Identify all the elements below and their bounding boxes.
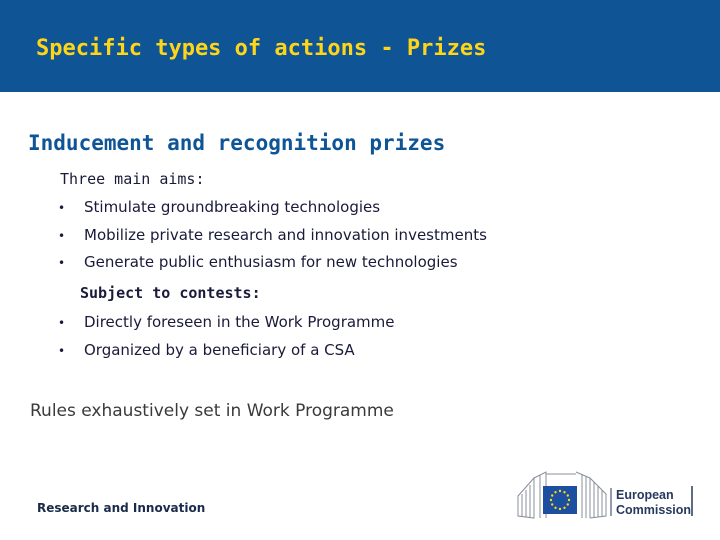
flag-star-icon <box>554 491 556 493</box>
list-item-text: Organized by a beneficiary of a CSA <box>84 341 355 359</box>
flag-star-icon <box>563 491 565 493</box>
list-item <box>58 341 355 359</box>
flag-star-icon <box>567 503 569 505</box>
section-title: Inducement and recognition prizes <box>28 131 446 155</box>
list-item-text: Stimulate groundbreaking technologies <box>84 198 381 216</box>
list-item <box>58 313 395 331</box>
bullet-icon: • <box>58 344 66 358</box>
list-item <box>58 198 380 216</box>
flag-star-icon <box>563 507 565 509</box>
header-bar <box>0 0 720 92</box>
rules-note: Rules exhaustively set in Work Programme <box>30 401 394 421</box>
flag-star-icon <box>551 503 553 505</box>
flag-star-icon <box>554 507 556 509</box>
contests-heading: Subject to contests: <box>80 284 261 302</box>
list-item-text: Generate public enthusiasm for new technologies <box>84 253 458 271</box>
bullet-icon: • <box>58 201 66 215</box>
flag-star-icon <box>559 508 561 510</box>
list-item-text: Mobilize private research and innovation investments <box>84 226 487 244</box>
flag-star-icon <box>567 494 569 496</box>
footer-label: Research and Innovation <box>37 501 206 515</box>
flag-star-icon <box>551 494 553 496</box>
logo-text-european: European <box>616 488 674 502</box>
list-item <box>58 226 487 244</box>
list-item-text: Directly foreseen in the Work Programme <box>84 313 395 331</box>
logo-text-commission: Commission <box>616 503 692 517</box>
aims-heading: Three main aims: <box>60 170 205 188</box>
flag-star-icon <box>550 499 552 501</box>
list-item <box>58 253 458 271</box>
bullet-icon: • <box>58 316 66 330</box>
bullet-icon: • <box>58 256 66 270</box>
bullet-icon: • <box>58 229 66 243</box>
slide-title: Specific types of actions - Prizes <box>36 36 487 61</box>
flag-star-icon <box>559 490 561 492</box>
flag-star-icon <box>568 499 570 501</box>
